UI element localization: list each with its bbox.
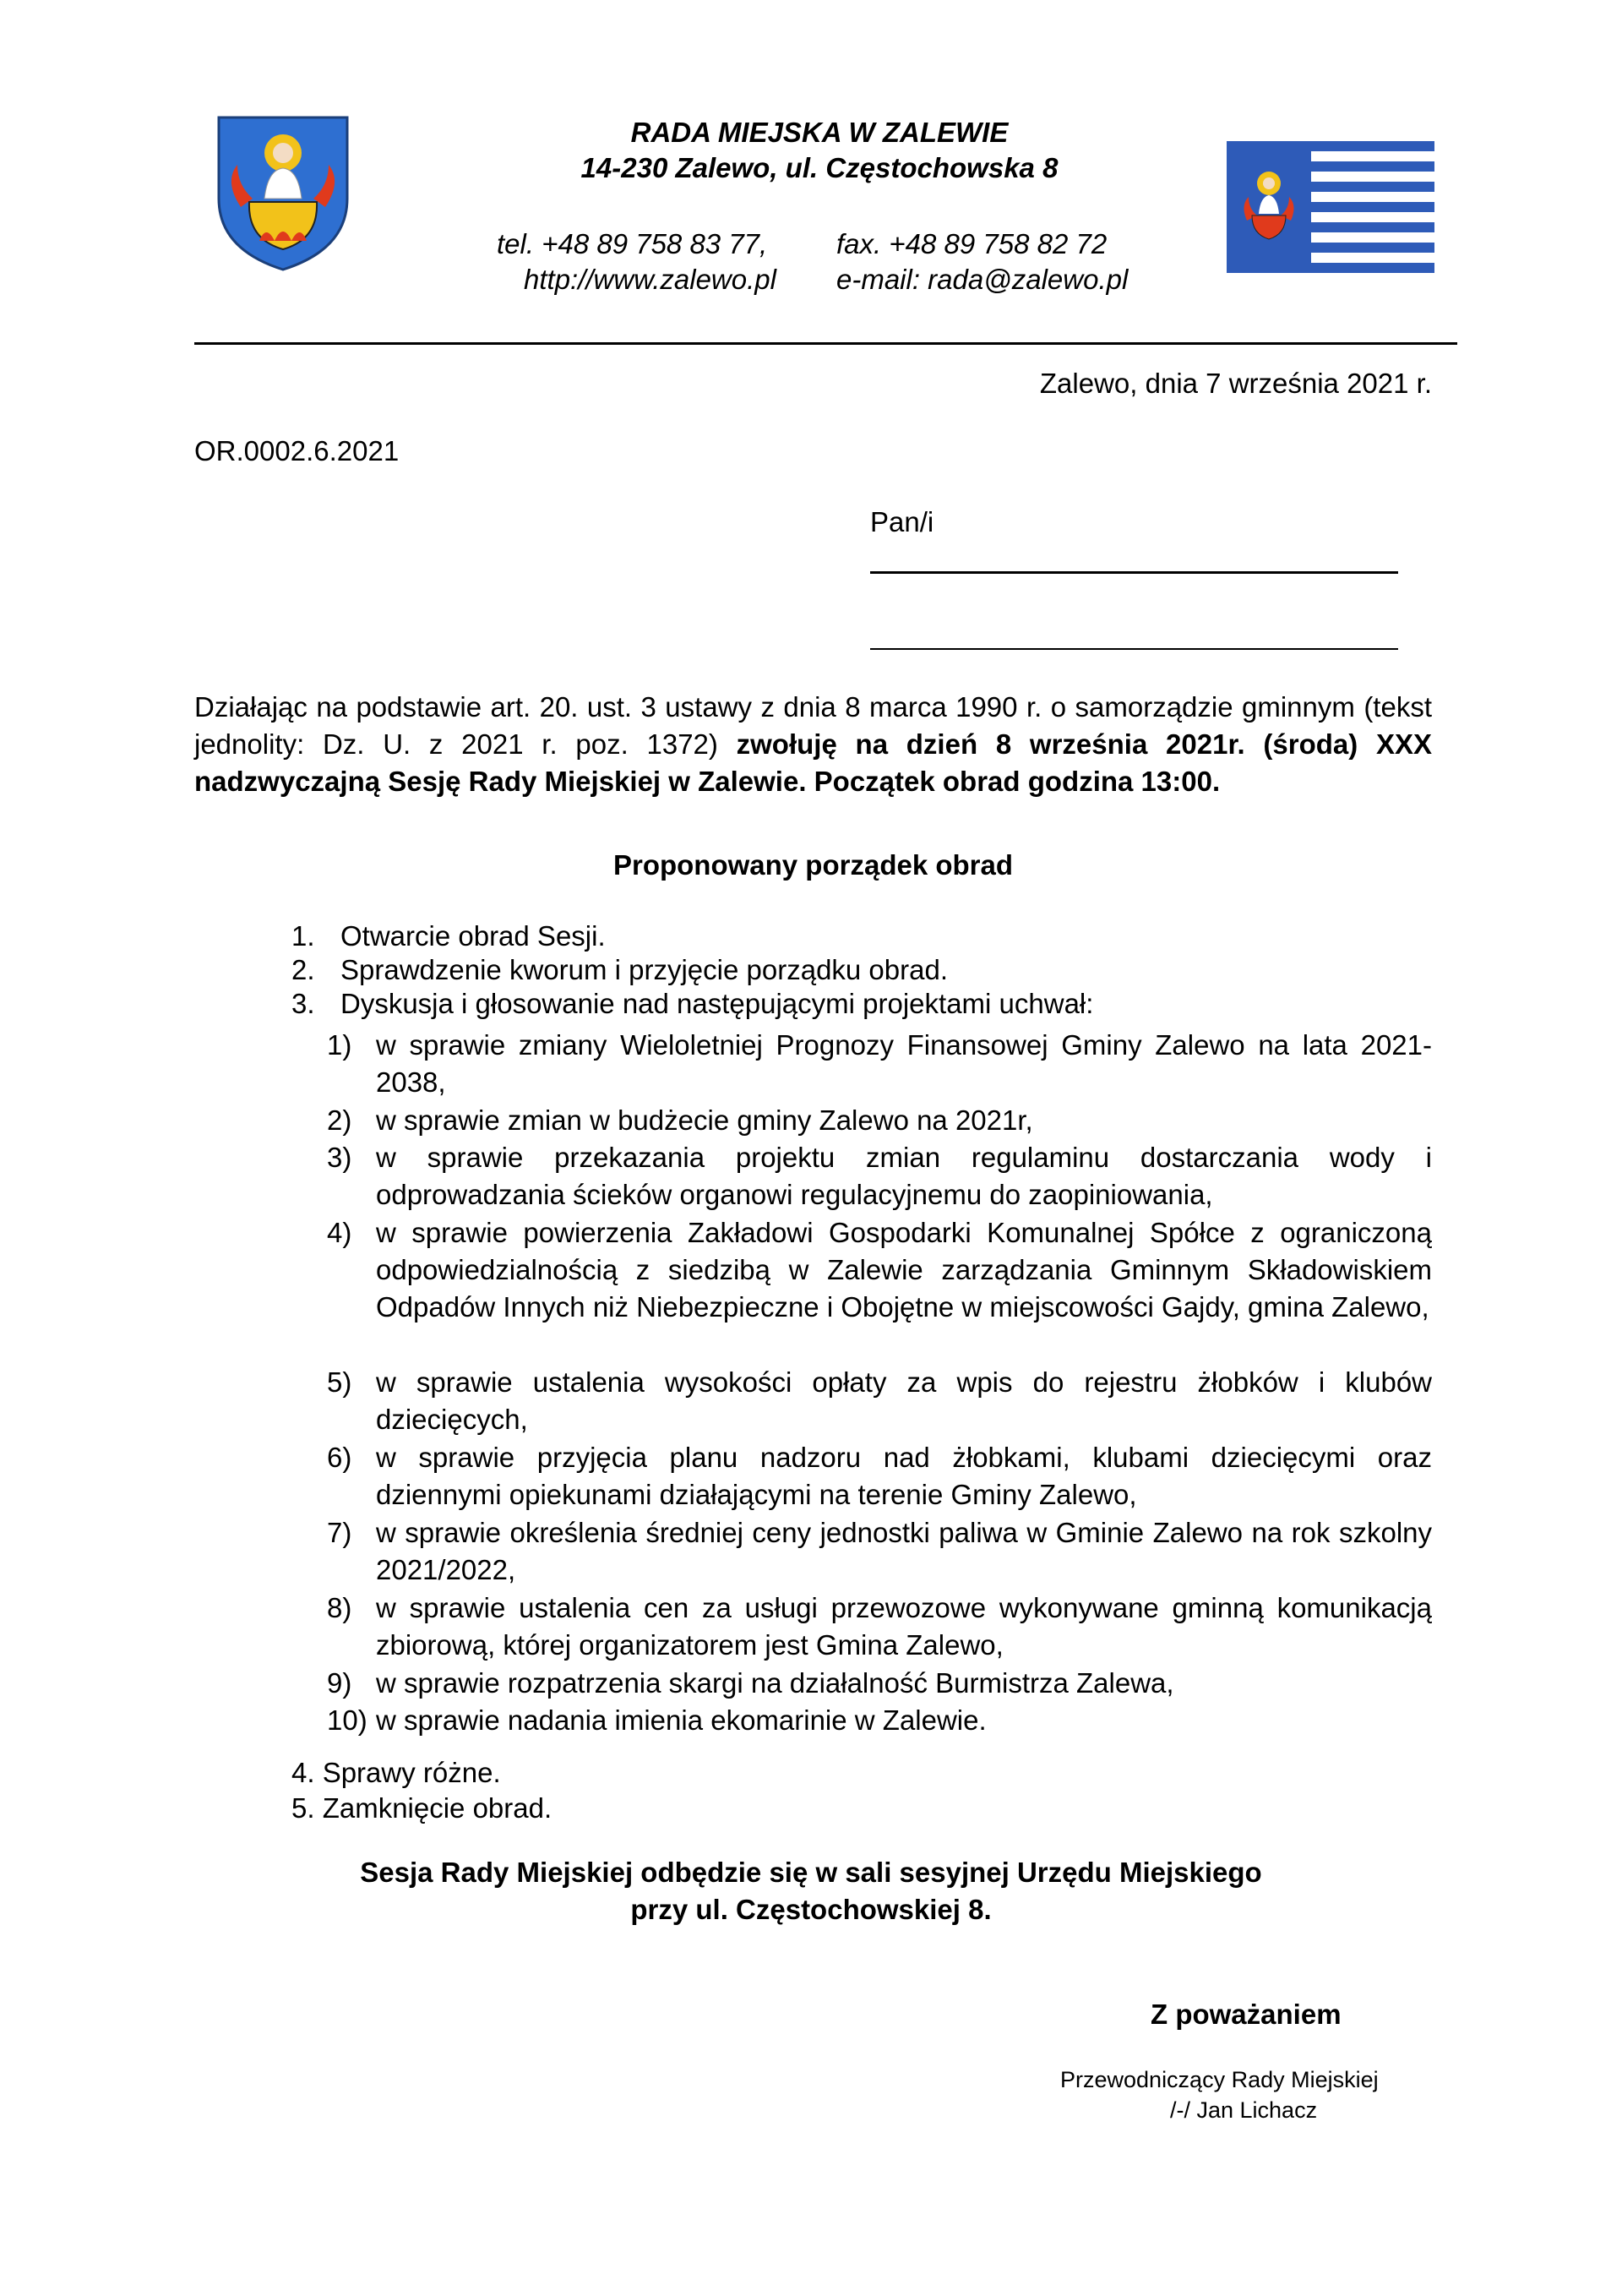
resolution-item-text: w sprawie powierzenia Zakładowi Gospodarki Komunalnej Spółce z ograniczoną odpowiedzialnością z siedzibą w Zalewie zarządzania Gminnym Składowiskiem Odpadów Innych niż Niebezpieczne i Obojętne w miejscowości Gajdy, gmina Zalewo, [376,1217,1432,1323]
resolution-item-number: 2) [327,1104,352,1136]
resolution-item-text: w sprawie ustalenia wysokości opłaty za wpis do rejestru żłobków i klubów dziecięcych, [376,1366,1432,1435]
coat-of-arms-icon [215,114,351,273]
fax-number: fax. +48 89 758 82 72 [836,228,1108,259]
agenda-item-text: Otwarcie obrad Sesji. [340,920,606,952]
addressee-line-2 [870,648,1398,650]
agenda-item-text: Sprawdzenie kworum i przyjęcie porządku obrad. [340,954,949,985]
website-link[interactable]: http://www.zalewo.pl [524,264,776,295]
agenda-item-number: 2. [291,954,315,985]
resolution-item-number: 4) [327,1217,352,1248]
intro-text: Działając na podstawie art. 20. ust. 3 ustawy z dnia 8 marca 1990 r. o samorządzie gminnym (tekst jednolity: Dz. U. z 2021 r. poz. 1372) [194,691,1432,760]
resolution-item-text: w sprawie rozpatrzenia skargi na działalność Burmistrza Zalewa, [376,1667,1174,1699]
resolution-item-number: 8) [327,1592,352,1623]
header-divider [194,342,1457,345]
resolution-item-text: w sprawie zmiany Wieloletniej Prognozy Finansowej Gminy Zalewo na lata 2021- 2038, [376,1029,1432,1098]
resolution-item [327,1514,1432,1589]
resolution-item-text: w sprawie określenia średniej ceny jednostki paliwa w Gminie Zalewo na rok szkolny 2021/2022, [376,1517,1432,1585]
venue-line-1: Sesja Rady Miejskiej odbędzie się w sali sesyjnej Urzędu Miejskiego [360,1857,1262,1888]
email-link[interactable]: e-mail: rada@zalewo.pl [836,264,1129,295]
resolution-item [327,1139,1432,1213]
resolution-item [327,1027,1432,1101]
org-name: RADA MIEJSKA W ZALEWIE [630,117,1009,148]
resolution-item [327,1665,1432,1702]
agenda-title: Proponowany porządek obrad [612,849,1014,881]
flag-icon [1227,141,1434,273]
resolution-item-number: 3) [327,1142,352,1173]
resolution-item-text: w sprawie nadania imienia ekomarinie w Zalewie. [376,1704,987,1736]
resolution-item-text: w sprawie przyjęcia planu nadzoru nad żłobkami, klubami dziecięcymi oraz dziennymi opiekunami działającymi na terenie Gminy Zalewo, [376,1442,1432,1510]
resolution-item-number: 9) [327,1667,352,1699]
agenda-item [291,918,1432,955]
resolution-item-text: w sprawie zmian w budżecie gminy Zalewo na 2021r, [376,1104,1033,1136]
resolution-item-number: 5) [327,1366,352,1398]
intro-bold-text: zwołuję na dzień 8 września 2021r. (środa) XXX nadzwyczajną Sesję Rady Miejskiej w Zalewie. Początek obrad godzina 13:00. [194,728,1432,797]
resolution-item [327,1214,1432,1326]
resolution-item [327,1439,1432,1513]
agenda-item-number: 1. [291,920,315,952]
signatory-title: Przewodniczący Rady Miejskiej [1060,2067,1379,2092]
intro-paragraph [194,689,1432,800]
resolution-item-number: 6) [327,1442,352,1473]
org-address: 14-230 Zalewo, ul. Częstochowska 8 [580,152,1059,183]
reference-number: OR.0002.6.2021 [194,435,400,466]
resolution-item-text: w sprawie przekazania projektu zmian regulaminu dostarczania wody i odprowadzania ścieków organowi regulacyjnemu do zaopiniowania, [376,1142,1432,1210]
addressee-line-1 [870,571,1398,574]
signatory-name: /-/ Jan Lichacz [1170,2097,1318,2123]
resolution-item-text: w sprawie ustalenia cen za usługi przewozowe wykonywane gminną komunikacją zbiorową, której organizatorem jest Gmina Zalewo, [376,1592,1432,1661]
resolution-item [327,1702,1432,1739]
closing-salutation: Z poważaniem [1151,1999,1342,2030]
agenda-item [291,952,1432,989]
date-line: Zalewo, dnia 7 września 2021 r. [1039,368,1432,399]
addressee-label: Pan/i [870,506,934,537]
resolution-item-number: 1) [327,1029,352,1061]
phone-number: tel. +48 89 758 83 77, [497,228,768,259]
agenda-item-number: 3. [291,988,315,1019]
resolution-item-number: 7) [327,1517,352,1548]
agenda-item [291,985,1432,1023]
resolution-item [327,1364,1432,1438]
agenda-item-text: Dyskusja i głosowanie nad następującymi projektami uchwał: [340,988,1094,1019]
resolution-item [327,1102,1432,1139]
resolution-item [327,1590,1432,1664]
resolution-item-number: 10) [327,1704,367,1736]
agenda-tail-item: 4. Sprawy różne. [291,1757,501,1788]
venue-line-2: przy ul. Częstochowskiej 8. [630,1894,992,1925]
agenda-tail-item: 5. Zamknięcie obrad. [291,1792,552,1824]
